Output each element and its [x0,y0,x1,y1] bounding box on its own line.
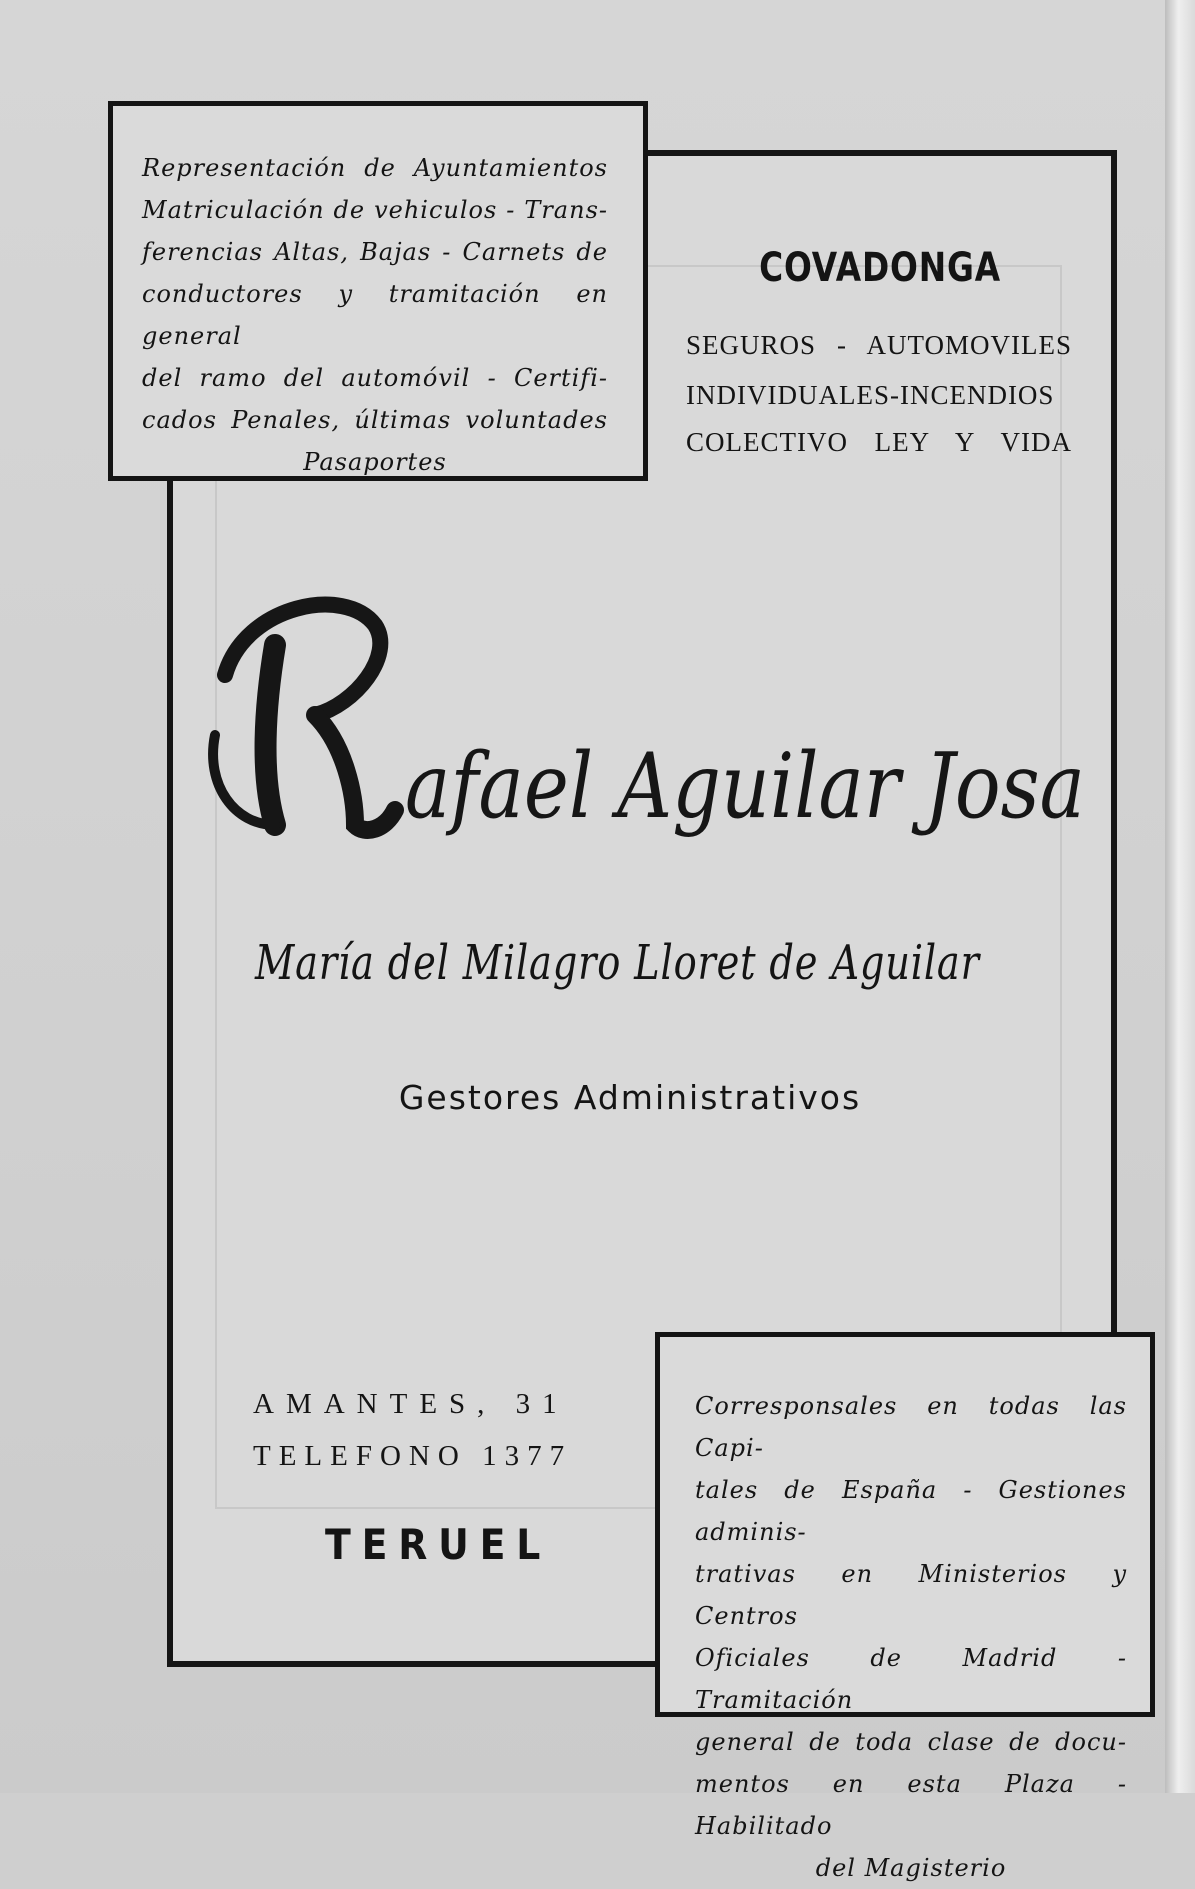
services-line: cados Penales, últimas voluntades [142,406,608,434]
correspondents-line: Corresponsales en todas las Capi- [695,1392,1127,1462]
correspondents-line: general de toda clase de docu- [695,1728,1127,1756]
name-logo [205,585,1105,855]
insurance-line: INDIVIDUALES-INCENDIOS [686,380,1055,410]
street-address: AMANTES, 31 [253,1388,569,1420]
correspondents-line: Oficiales de Madrid - Tramitación [695,1644,1127,1714]
services-line: ferencias Altas, Bajas - Carnets de [142,238,608,266]
phone-number: TELEFONO 1377 [253,1440,573,1472]
insurance-line: COLECTIVO LEY Y VIDA [686,427,1072,457]
page-binding-edge [1165,0,1195,1793]
correspondents-line: del Magisterio [815,1854,1007,1882]
insurance-line: SEGUROS - AUTOMOVILES [686,330,1072,360]
correspondents-text [695,1385,1127,1889]
city-name: TERUEL [325,1520,552,1569]
services-line: Representación de Ayuntamientos [142,154,608,182]
services-line: conductores y tramitación en general [142,280,608,350]
services-line: Matriculación de vehiculos - Trans- [142,196,608,224]
services-line: del ramo del automóvil - Certifi- [142,364,608,392]
services-text [142,147,608,483]
correspondents-line: tales de España - Gestiones adminis- [695,1476,1127,1546]
logo-name-text: afael Aguilar Josa [405,734,1085,839]
script-initial-flourish [213,605,395,830]
associate-name: María del Milagro Lloret de Aguilar [255,935,980,991]
correspondents-line: trativas en Ministerios y Centros [695,1560,1127,1630]
profession-title: Gestores Administrativos [398,1078,862,1117]
insurance-company-title: COVADONGA [759,245,1001,291]
services-line: Pasaportes [303,448,447,476]
correspondents-line: mentos en esta Plaza - Habilitado [695,1770,1127,1840]
